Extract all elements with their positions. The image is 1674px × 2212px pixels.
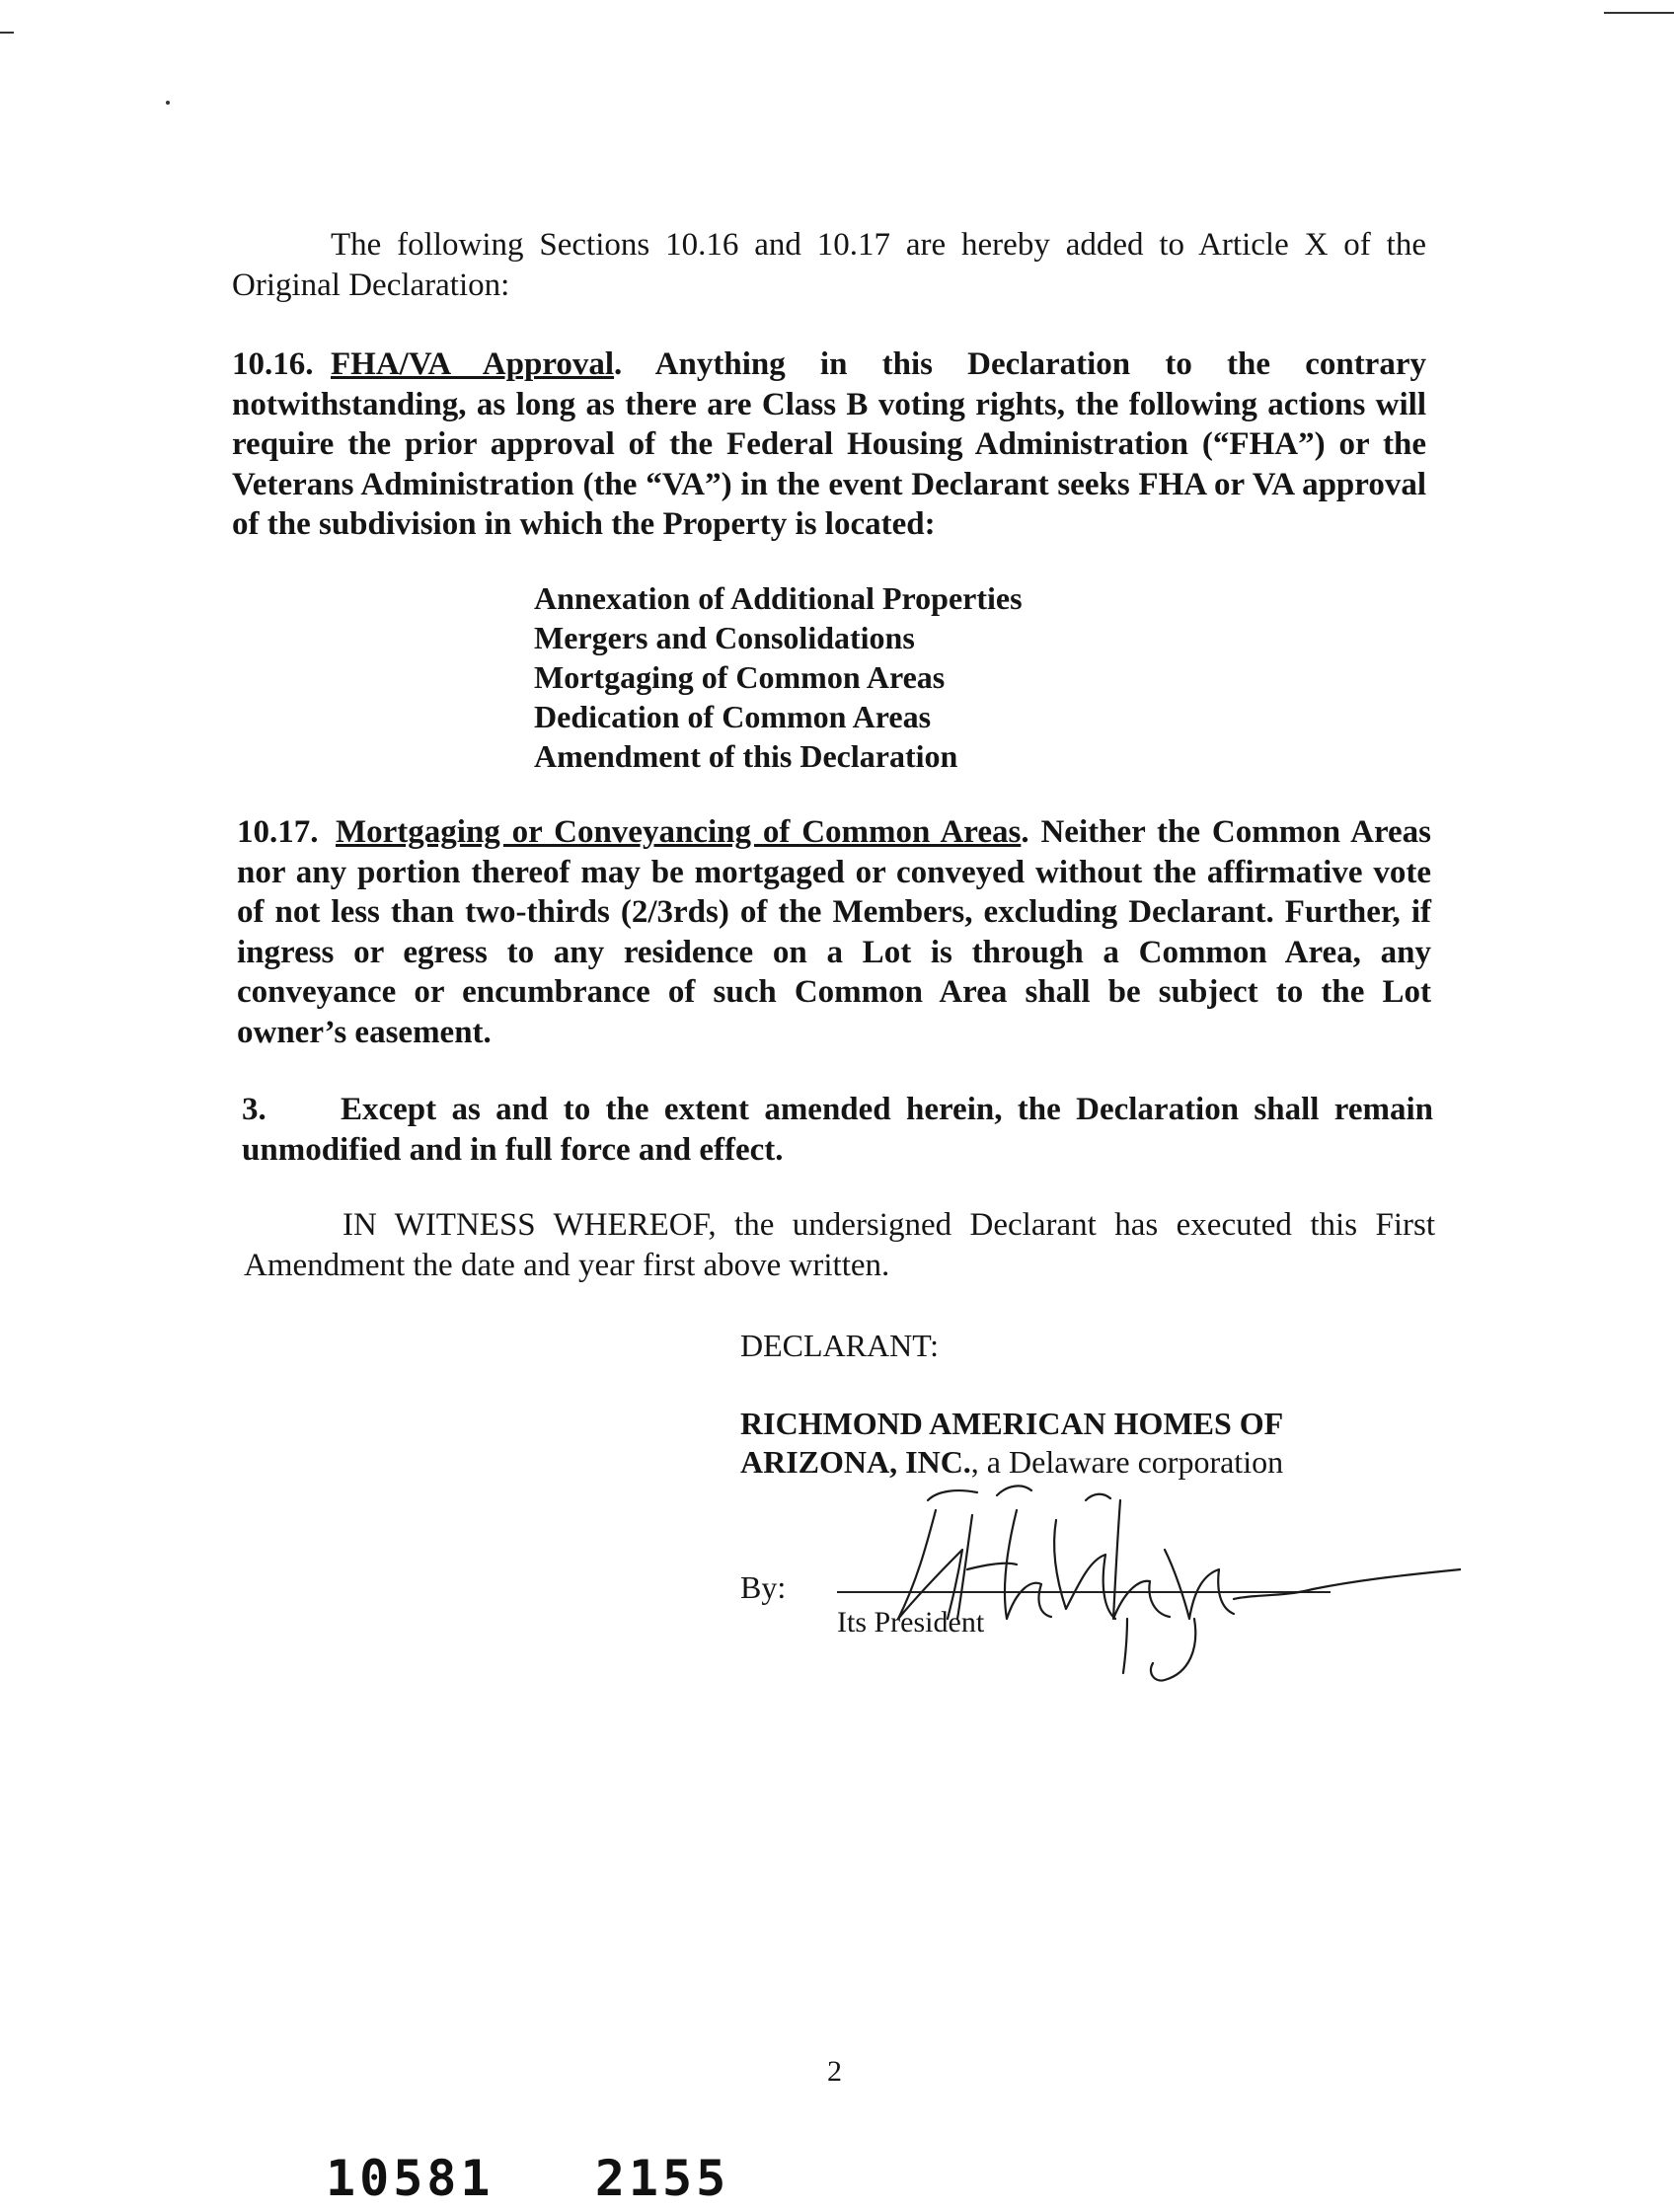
scan-dot	[166, 101, 170, 105]
section-3-body: Except as and to the extent amended herein, the Declaration shall remain unmodified and in full force and effect.	[242, 1092, 1433, 1168]
section-10-17	[237, 812, 1431, 1052]
recording-number	[326, 2150, 729, 2207]
section-3	[242, 1090, 1433, 1170]
section-10-16-body: . Anything in this Declaration to the contrary notwithstanding, as long as there are Class B voting rights, the following actions will require the prior approval of the Federal Housing Administration (“FHA”) or the Veterans Administration (the “VA”) in the event Declarant seeks FHA or VA approval of the subdivision in which the Property is located:	[232, 346, 1426, 542]
scan-mark-top-right	[1604, 12, 1674, 14]
intro-line-1: The following Sections 10.16 and 10.17 are hereby added to Article X of the	[331, 227, 1426, 263]
witness-text: IN WITNESS WHEREOF, the undersigned Declarant has executed this First Amendment the date and year first above written.	[244, 1207, 1435, 1283]
page-number: 2	[827, 2055, 842, 2088]
section-10-16	[232, 344, 1426, 545]
list-item: Amendment of this Declaration	[534, 738, 958, 774]
intro-line-2: Original Declaration:	[232, 267, 510, 303]
section-10-17-body: . Neither the Common Areas nor any portion thereof may be mortgaged or conveyed without the affirmative vote of not less than two-thirds (2/3rds) of the Members, excluding Declarant. Further, if ingress or egress to any residence on a Lot is through a Common Area, any conveyance or encumbrance of such Common Area shall be subject to the Lot owner’s easement.	[237, 814, 1431, 1050]
company-description: , a Delaware corporation	[970, 1444, 1284, 1480]
section-10-17-number: 10.17.	[237, 814, 319, 850]
section-10-17-heading: Mortgaging or Conveyancing of Common Areas	[336, 814, 1022, 850]
book-number: 10581	[326, 2150, 495, 2207]
by-label: By:	[740, 1569, 787, 1605]
declarant-label: DECLARANT:	[740, 1328, 940, 1363]
list-item: Dedication of Common Areas	[534, 699, 932, 734]
section-10-16-heading: FHA/VA Approval	[331, 346, 615, 382]
list-item: Annexation of Additional Properties	[534, 580, 1023, 616]
list-item: Mergers and Consolidations	[534, 620, 915, 655]
company-name-bold: ARIZONA, INC.	[740, 1444, 971, 1480]
list-item: Mortgaging of Common Areas	[534, 659, 946, 695]
company-name-line-1: RICHMOND AMERICAN HOMES OF	[740, 1406, 1284, 1441]
intro-paragraph	[232, 225, 1426, 305]
scan-mark-top-left	[0, 32, 14, 34]
handwritten-signature	[869, 1471, 1461, 1698]
section-10-16-number: 10.16.	[232, 346, 314, 382]
witness-paragraph	[244, 1205, 1435, 1285]
page-reference: 2155	[594, 2150, 730, 2207]
section-3-number: 3.	[242, 1092, 266, 1127]
approval-actions-list	[534, 578, 1023, 776]
signer-title: Its President	[837, 1606, 985, 1639]
